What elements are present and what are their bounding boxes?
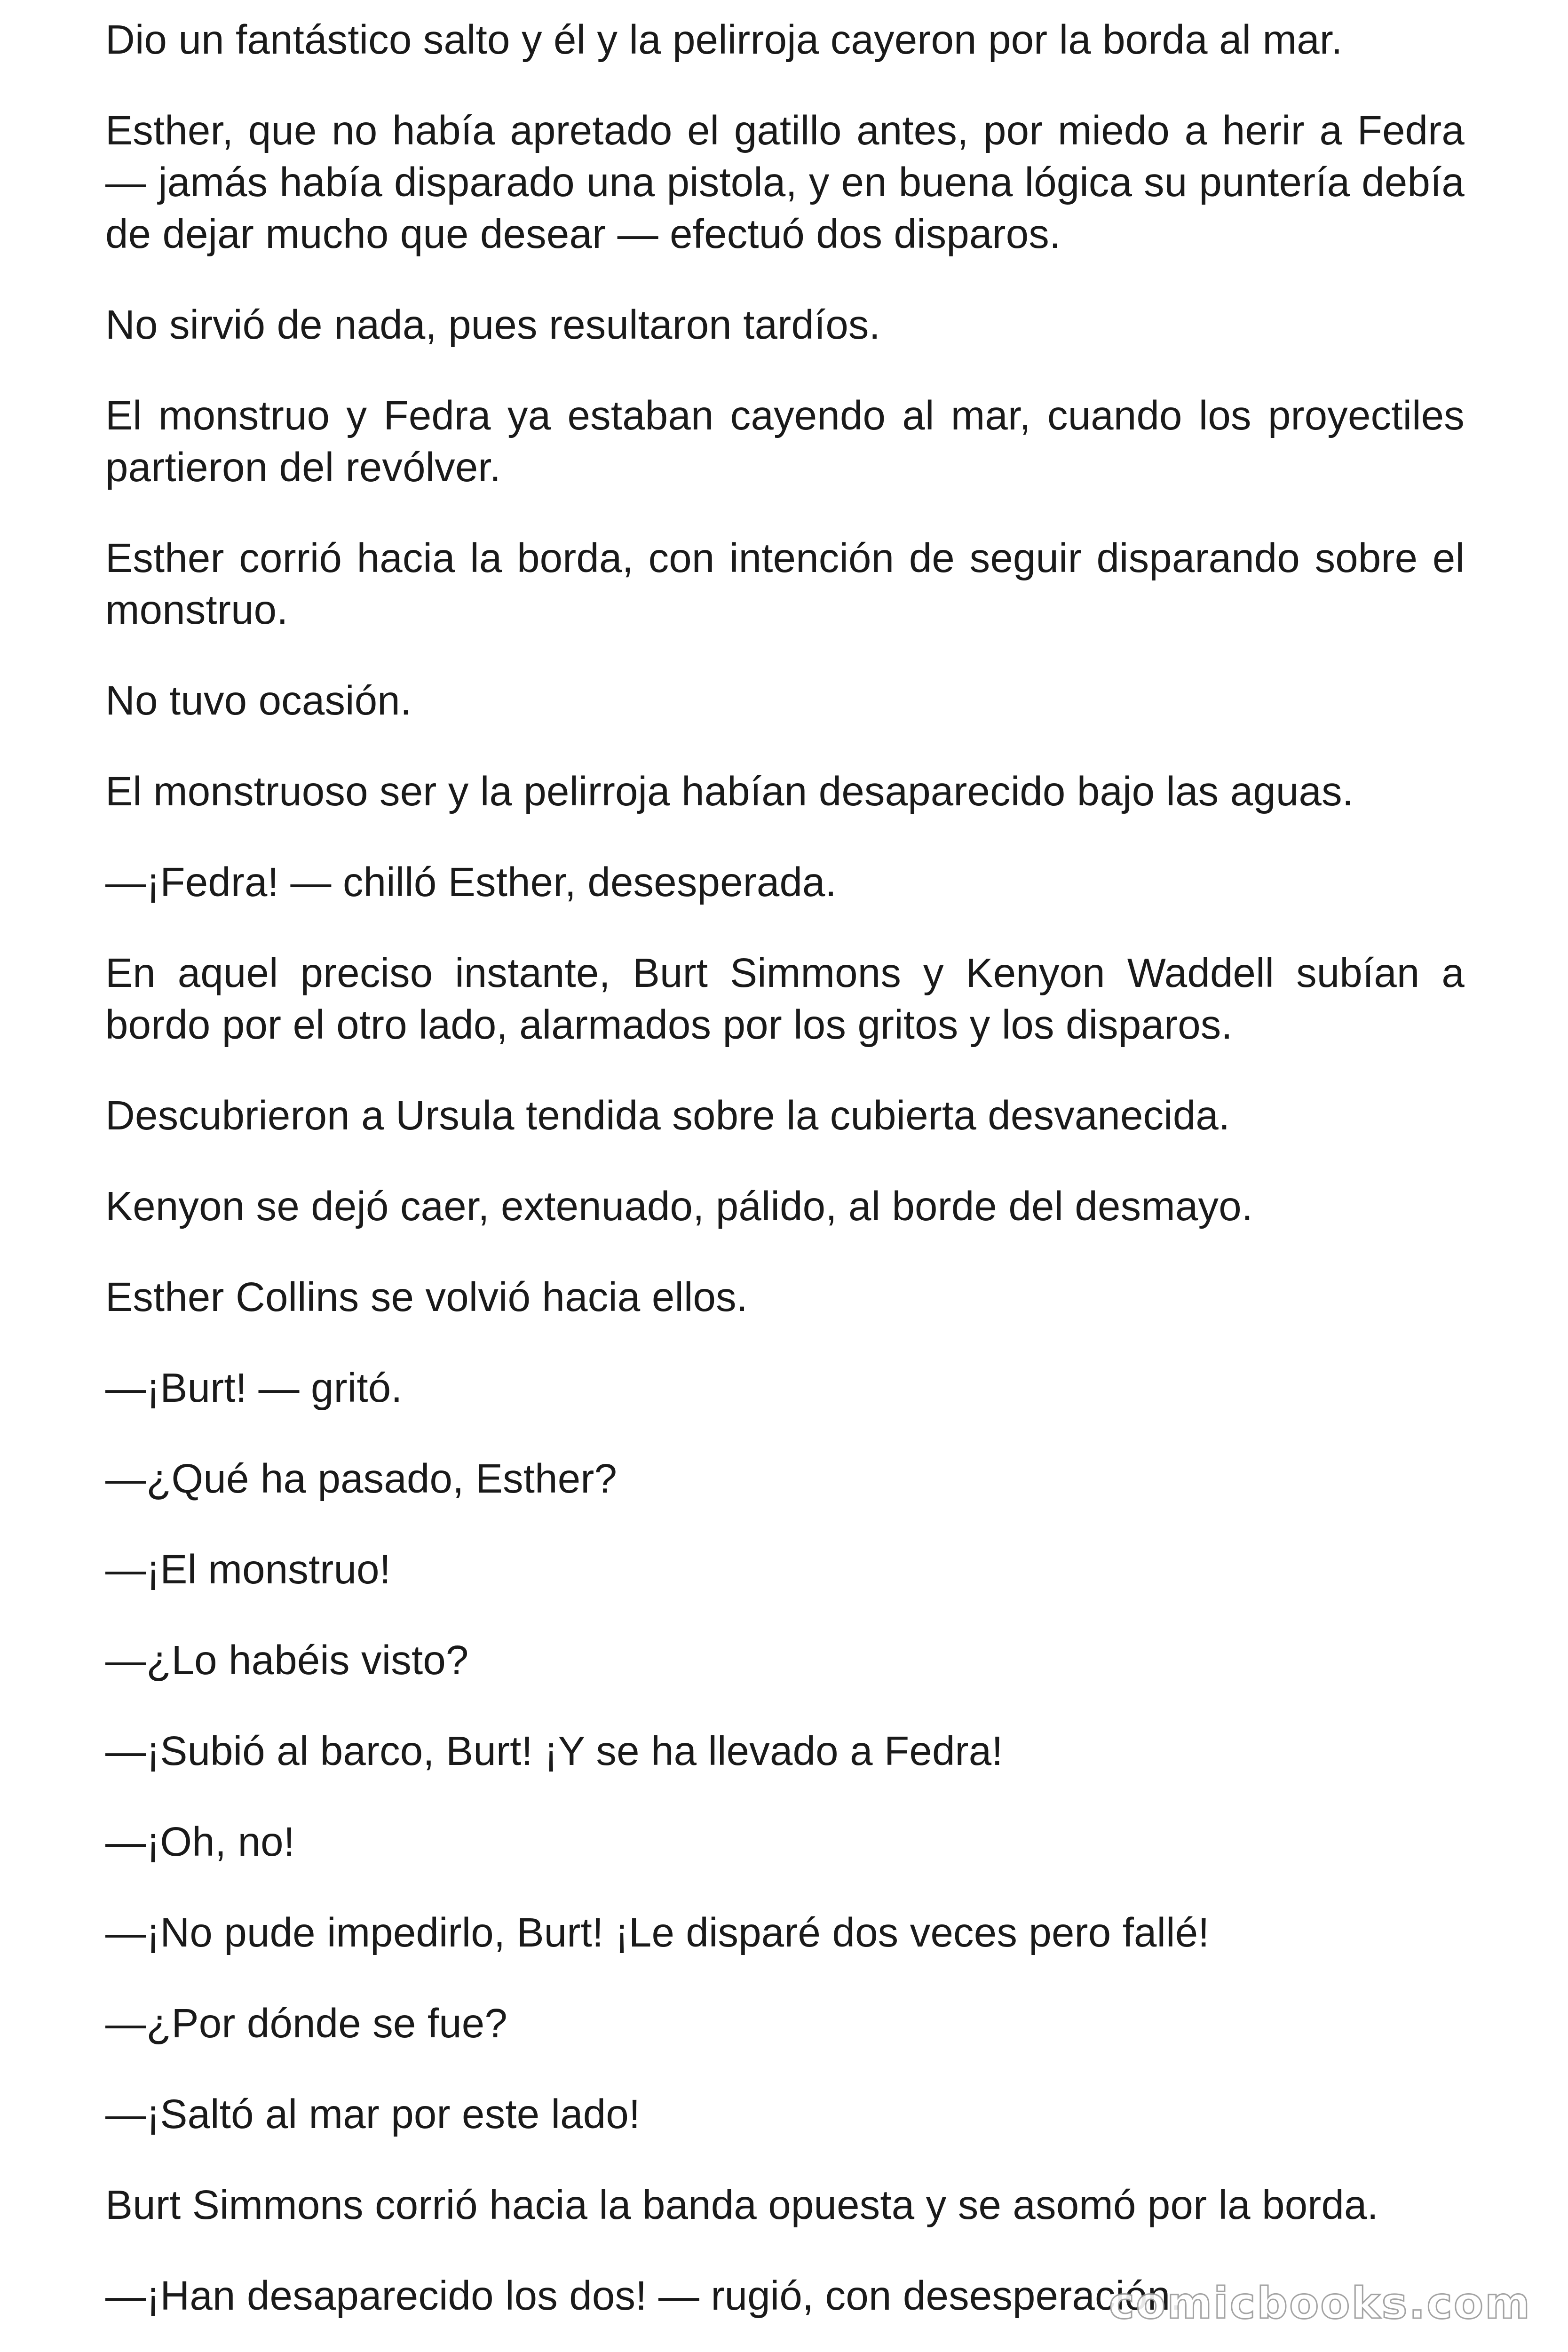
paragraph: El monstruo y Fedra ya estaban cayendo al mar, cuando los proyectiles partieron del revólver. <box>105 393 1465 490</box>
paragraph: Dio un fantástico salto y él y la pelirroja cayeron por la borda al mar. <box>105 17 1343 63</box>
paragraph: —¡Han desaparecido los dos! — rugió, con desesperación. <box>105 2273 1182 2319</box>
paragraph: Descubrieron a Ursula tendida sobre la cubierta desvanecida. <box>105 1093 1230 1138</box>
paragraph: —¿Qué ha pasado, Esther? <box>105 1456 618 1502</box>
paragraph: En aquel preciso instante, Burt Simmons y Kenyon Waddell subían a bordo por el otro lado, alarmados por los gritos y los disparos. <box>105 950 1465 1048</box>
document-page <box>105 14 1465 2322</box>
paragraph: El monstruoso ser y la pelirroja habían desaparecido bajo las aguas. <box>105 769 1354 814</box>
paragraph: Burt Simmons corrió hacia la banda opuesta y se asomó por la borda. <box>105 2182 1379 2228</box>
paragraph: —¡Subió al barco, Burt! ¡Y se ha llevado a Fedra! <box>105 1728 1003 1774</box>
paragraph: —¡Oh, no! <box>105 1819 295 1865</box>
watermark: comicbooks.com <box>1109 2278 1531 2328</box>
paragraph: —¡Saltó al mar por este lado! <box>105 2091 641 2137</box>
paragraph: Esther, que no había apretado el gatillo antes, por miedo a herir a Fedra — jamás había disparado una pistola, y en buena lógica su puntería debía de dejar mucho que desear — efectuó dos disparos. <box>105 108 1465 257</box>
paragraph: —¡El monstruo! <box>105 1547 391 1592</box>
paragraph: —¿Por dónde se fue? <box>105 2001 507 2046</box>
paragraph: —¿Lo habéis visto? <box>105 1637 469 1683</box>
paragraph: Kenyon se dejó caer, extenuado, pálido, al borde del desmayo. <box>105 1184 1253 1229</box>
paragraph: —¡Fedra! — chilló Esther, desesperada. <box>105 859 837 905</box>
paragraph: Esther Collins se volvió hacia ellos. <box>105 1274 748 1320</box>
paragraph: —¡Burt! — gritó. <box>105 1365 403 1411</box>
paragraph: No tuvo ocasión. <box>105 678 412 723</box>
paragraph: Esther corrió hacia la borda, con intención de seguir disparando sobre el monstruo. <box>105 535 1465 633</box>
paragraph: —¡No pude impedirlo, Burt! ¡Le disparé dos veces pero fallé! <box>105 1910 1210 1955</box>
paragraph: No sirvió de nada, pues resultaron tardíos. <box>105 302 881 348</box>
